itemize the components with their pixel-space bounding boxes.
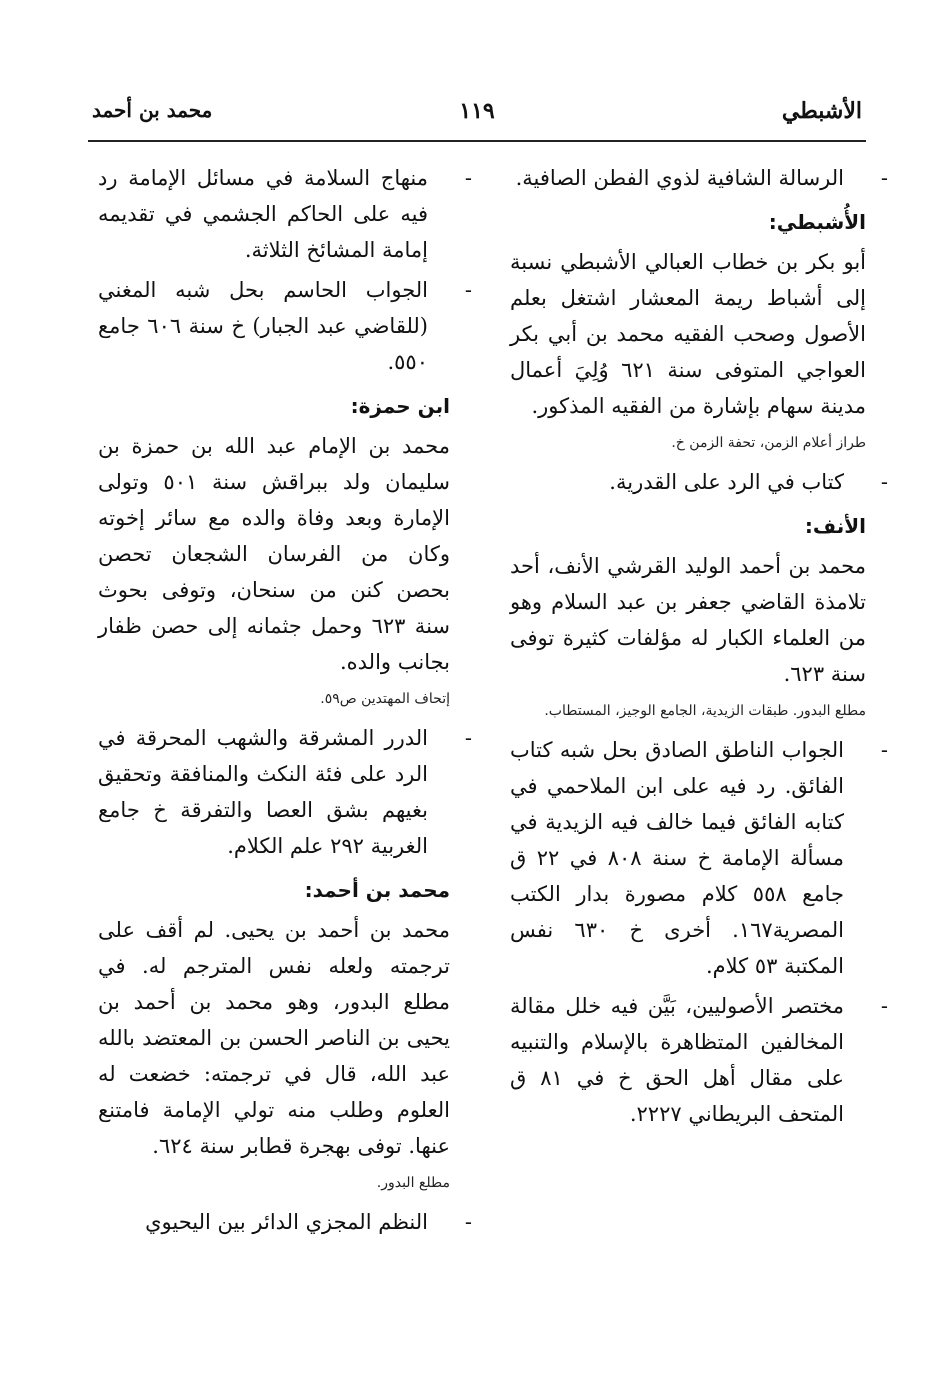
source-note: إتحاف المهتدين ص٥٩.	[320, 691, 450, 707]
list-item: -الجواب الناطق الصادق بحل شبه كتاب الفائق. رد فيه على ابن الملاحمي في كتابه الفائق فيما خالف فيه الزيدية في مسألة الإمامة خ سنة ٨٠٨ في ٢٢ ق جامع ٥٥٨ كلام مصورة بدار الكتب المصرية١٦٧. أخرى خ ٦٣٠ نفس المكتبة ٥٣ كلام.	[510, 738, 888, 978]
entry-heading: الأُشبطي:	[768, 210, 866, 234]
source-note: طراز أعلام الزمن، تحفة الزمن خ.	[671, 435, 866, 451]
left-column	[98, 160, 472, 1244]
entry-paragraph: أبو بكر بن خطاب العبالي الأشبطي نسبة إلى أشباط ريمة المعشار اشتغل بعلم الأصول وصحب الفقيه محمد بن أبي بكر العواجي المتوفى سنة ٦٢١ وُلِيَ أعمال مدينة سهام بإشارة من الفقيه المذكور.	[510, 250, 866, 418]
entry-heading: ابن حمزة:	[350, 394, 450, 418]
header-rule	[88, 140, 866, 142]
source-note: مطلع البدور.	[376, 1175, 450, 1191]
list-item: -الرسالة الشافية لذوي الفطن الصافية.	[515, 166, 888, 190]
running-head-left: محمد بن أحمد	[92, 98, 213, 122]
entry-heading: محمد بن أحمد:	[304, 878, 450, 902]
source-note: مطلع البدور. طبقات الزيدية، الجامع الوجيز، المستطاب.	[544, 703, 866, 719]
list-item: -الجواب الحاسم بحل شبه المغني (للقاضي عبد الجبار) خ سنة ٦٠٦ جامع ٥٥٠.	[98, 278, 472, 374]
list-item: -مختصر الأصوليين، بَيَّن فيه خلل مقالة المخالفين المتظاهرة بالإسلام والتنبيه على مقال أهل الحق خ في ٨١ ق المتحف البريطاني ٢٢٢٧.	[510, 994, 888, 1126]
entry-heading: الأنف:	[804, 514, 866, 538]
list-item: -كتاب في الرد على القدرية.	[609, 470, 888, 494]
running-head-right: الأشبطي	[781, 98, 862, 124]
entry-paragraph: محمد بن أحمد الوليد القرشي الأنف، أحد تلامذة القاضي جعفر بن عبد السلام وهو من العلماء الكبار له مؤلفات كثيرة توفى سنة ٦٢٣.	[510, 554, 866, 686]
page-number: ١١٩	[459, 98, 495, 124]
right-column	[510, 160, 888, 1136]
entry-paragraph: محمد بن الإمام عبد الله بن حمزة بن سليمان ولد ببراقش سنة ٥٠١ وتولى الإمارة وبعد وفاة والده مع سائر إخوته وكان من الفرسان الشجعان تحصن بحصن كنن من سنحان، وتوفى بحوث سنة ٦٢٣ وحمل جثمانه إلى حصن ظفار بجانب والده.	[98, 434, 450, 674]
page-header	[92, 98, 862, 136]
list-item: -النظم المجزي الدائر بين اليحيوي	[145, 1210, 472, 1234]
list-item: -الدرر المشرقة والشهب المحرقة في الرد على فئة النكث والمنافقة وتحقيق بغيهم بشق العصا والتفرقة خ جامع الغربية ٢٩٢ علم الكلام.	[98, 726, 472, 858]
entry-paragraph: محمد بن أحمد بن يحيى. لم أقف على ترجمته ولعله نفس المترجم له. في مطلع البدور، وهو محمد بن أحمد بن يحيى بن الناصر الحسن بن المعتضد بالله عبد الله، قال في ترجمته: خضعت له العلوم وطلب منه تولي الإمامة فامتنع عنها. توفى بهجرة قطابر سنة ٦٢٤.	[98, 918, 450, 1158]
list-item: -منهاج السلامة في مسائل الإمامة رد فيه على الحاكم الجشمي في تقديمه إمامة المشائخ الثلاثة.	[98, 166, 472, 262]
